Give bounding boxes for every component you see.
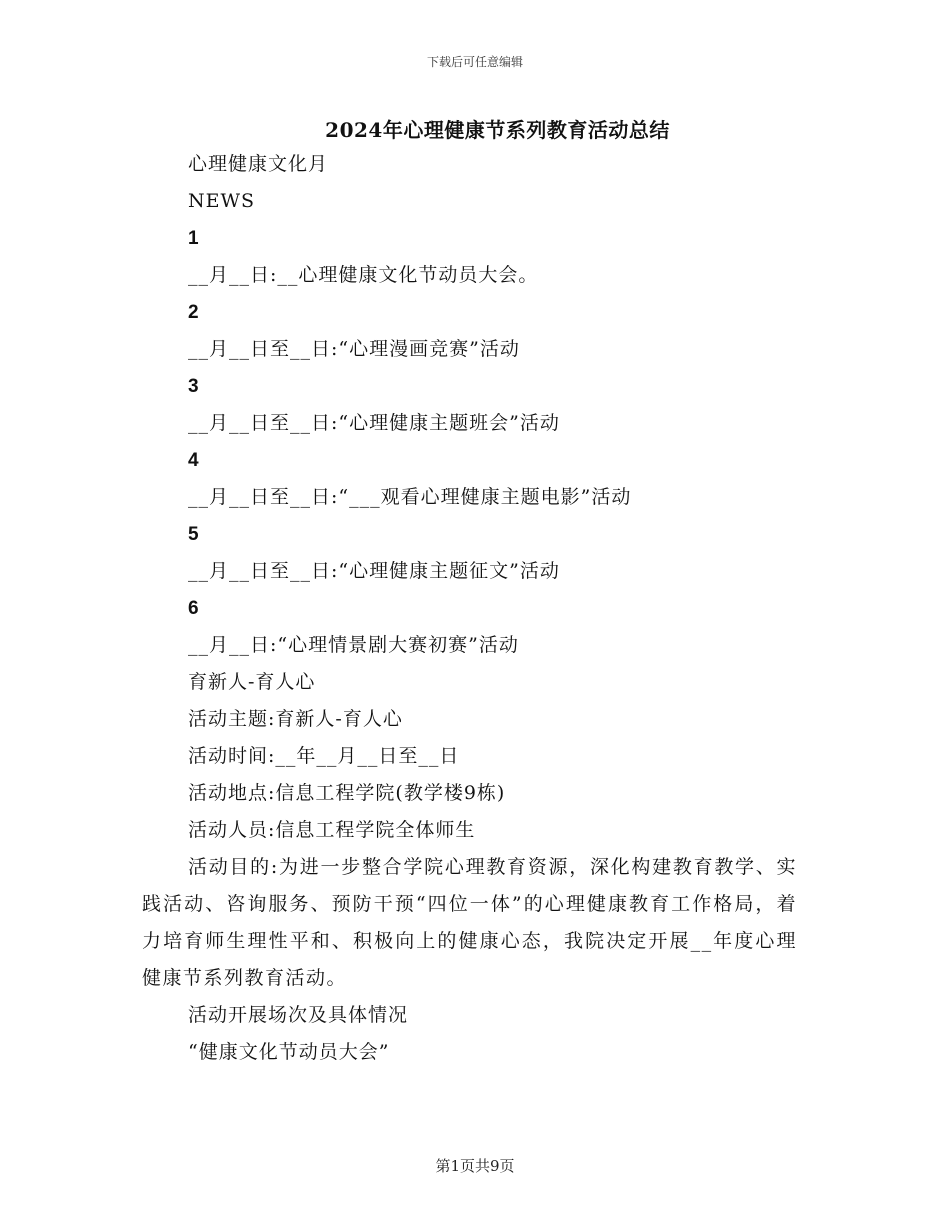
activity-purpose-paragraph: 活动目的:为进一步整合学院心理教育资源，深化构建教育教学、实践活动、咨询服务、预防干预“四位一体”的心理健康教育工作格局，着力培育师生理性平和、积极向上的健康心态，我院决定开展__年度心理健康节系列教育活动。 (142, 856, 797, 989)
event-number-5: 5 (188, 524, 200, 545)
mobilization-meeting-heading: “健康文化节动员大会” (188, 1041, 390, 1063)
event-number-6: 6 (188, 598, 200, 619)
event-number-4: 4 (188, 450, 200, 471)
activity-people: 活动人员:信息工程学院全体师生 (188, 819, 476, 841)
event-item-3: __月__日至__日:“心理健康主题班会”活动 (188, 412, 560, 434)
event-number-3: 3 (188, 376, 200, 397)
theme-heading: 育新人-育人心 (188, 671, 316, 693)
event-item-5: __月__日至__日:“心理健康主题征文”活动 (188, 560, 560, 582)
activity-theme: 活动主题:育新人-育人心 (188, 708, 403, 730)
event-number-2: 2 (188, 302, 200, 323)
event-item-4: __月__日至__日:“___观看心理健康主题电影”活动 (188, 486, 632, 508)
page-footer: 第1页共9页 (435, 1157, 515, 1175)
event-item-6: __月__日:“心理情景剧大赛初赛”活动 (188, 634, 519, 656)
news-label: NEWS (188, 190, 256, 212)
event-item-2: __月__日至__日:“心理漫画竞赛”活动 (188, 338, 520, 360)
activity-situation-heading: 活动开展场次及具体情况 (188, 1004, 409, 1026)
activity-time: 活动时间:__年__月__日至__日 (188, 745, 460, 767)
event-number-1: 1 (188, 228, 200, 249)
event-item-1: __月__日:__心理健康文化节动员大会。 (188, 264, 539, 286)
header-note: 下载后可任意编辑 (426, 55, 523, 69)
document-body (142, 146, 797, 1071)
document-title: 2024年心理健康节系列教育活动总结 (325, 118, 670, 142)
section-heading-culture-month: 心理健康文化月 (188, 153, 329, 175)
activity-location: 活动地点:信息工程学院(教学楼9栋) (188, 782, 506, 804)
